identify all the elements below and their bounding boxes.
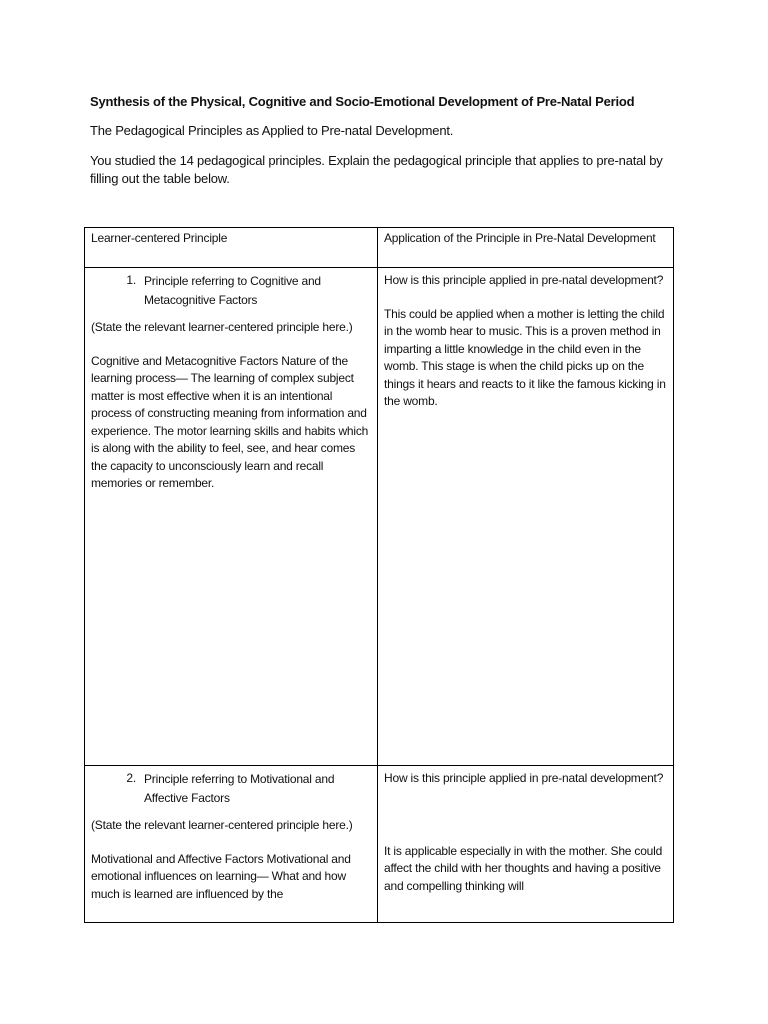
application-question: How is this principle applied in pre-natal development? <box>384 273 664 287</box>
table-row <box>85 268 674 766</box>
application-answer: It is applicable especially in with the mother. She could affect the child with her thoughts and having a positive and compelling thinking will <box>384 843 663 893</box>
principle-heading: Principle referring to Cognitive and Metacognitive Factors <box>144 274 321 307</box>
instruction-text: You studied the 14 pedagogical principles. Explain the pedagogical principle that applies to pre-natal by filling out the table below. <box>90 153 663 186</box>
principle-heading: Principle referring to Motivational and Affective Factors <box>144 772 335 805</box>
principle-cell <box>85 766 378 923</box>
document-title: Synthesis of the Physical, Cognitive and Socio-Emotional Development of Pre-Natal Period <box>90 94 635 109</box>
principle-text: Motivational and Affective Factors Motivational and emotional influences on learning— What and how much is learned are influenced by the <box>91 851 351 901</box>
row-number: 1. <box>126 273 136 287</box>
numbered-principle-heading <box>91 272 371 310</box>
state-prompt: (State the relevant learner-centered principle here.) <box>91 818 353 832</box>
application-question: How is this principle applied in pre-natal development? <box>384 771 664 785</box>
document-subtitle: The Pedagogical Principles as Applied to Pre-natal Development. <box>90 123 454 138</box>
numbered-principle-heading <box>91 770 371 808</box>
header-application: Application of the Principle in Pre-Natal Development <box>378 228 674 268</box>
principle-cell <box>85 268 378 766</box>
principles-table <box>84 227 674 923</box>
table-header-row <box>85 228 674 268</box>
principle-text: Cognitive and Metacognitive Factors Nature of the learning process— The learning of complex subject matter is most effective when it is an intentional process of constructing meaning from information and experience. The motor learning skills and habits which is along with the ability to feel, see, and hear comes the capacity to unconsciously learn and recall memories or remember. <box>91 353 369 490</box>
application-cell <box>378 268 674 766</box>
header-learner-centered-principle: Learner-centered Principle <box>85 228 378 268</box>
state-prompt: (State the relevant learner-centered principle here.) <box>91 320 353 334</box>
table-row <box>85 766 674 923</box>
application-answer: This could be applied when a mother is letting the child in the womb hear to music. This is a proven method in imparting a little knowledge in the child even in the womb. This stage is when the child picks up on the things it hears and reacts to it like the famous kicking in the womb. <box>384 306 666 408</box>
row-number: 2. <box>126 771 136 785</box>
application-cell <box>378 766 674 923</box>
